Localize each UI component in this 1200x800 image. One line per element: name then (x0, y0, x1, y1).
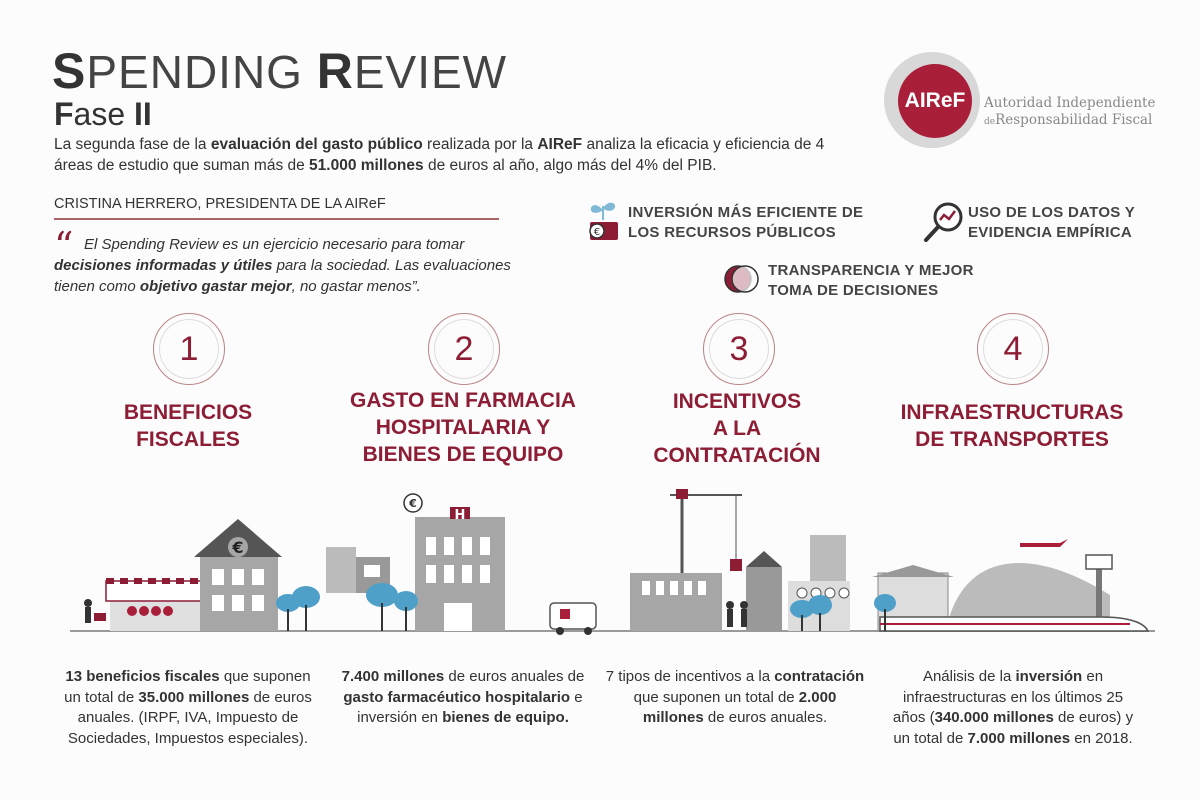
area-2-number: 2 (428, 313, 500, 385)
area-2-title: GASTO EN FARMACIA HOSPITALARIA Y BIENES DE EQUIPO (350, 389, 576, 466)
airplane-icon (1020, 539, 1068, 547)
subtitle-part: ase (73, 96, 135, 132)
area-1-title: BENEFICIOS FISCALES (123, 401, 253, 451)
quote-author: CRISTINA HERRERO, PRESIDENTA DE LA AIReF (54, 196, 499, 220)
high-speed-train-illustration (880, 617, 1148, 631)
market-stall-illustration (106, 581, 206, 631)
subtitle-initial: F (54, 96, 74, 132)
svg-text:H: H (454, 508, 466, 523)
subtitle-number: II (134, 96, 152, 132)
area-4-title: INFRAESTRUCTURAS DE TRANSPORTES (900, 401, 1124, 451)
trees-illustration (276, 586, 320, 631)
crane-illustration (670, 489, 742, 573)
intro-paragraph: La segunda fase de la evaluación del gasto público realizada por la AIReF analiza la eficacia y eficiencia de 4 áreas de estudio que suman más de 51.000 millones de euros al año, algo más del 4% del PIB. (54, 136, 825, 174)
logo-text-line: Autoridad Independiente (984, 95, 1156, 111)
airef-logo (884, 52, 980, 148)
area-1-description: 13 beneficios fiscales que suponen un total de 35.000 millones de euros anuales. (IRPF, IVA, Impuesto de Sociedades, Impuestos especiales). (64, 668, 312, 747)
handshake-people-icon (726, 601, 748, 627)
logo-text-line: deResponsabilidad Fiscal (984, 112, 1153, 128)
area-3-number: 3 (703, 313, 775, 385)
magnifier-icon (922, 200, 966, 246)
area-4-number: 4 (977, 313, 1049, 385)
trees-illustration (366, 583, 418, 631)
logo-mark: AIReF (898, 64, 972, 138)
quote-block (54, 224, 524, 297)
area-3-title: INCENTIVOS A LA CONTRATACIÓN (653, 390, 821, 467)
plant-money-icon (584, 196, 622, 244)
svg-text:€: € (593, 227, 601, 238)
area-4-description: Análisis de la inversión en infraestructuras en los últimos 25 años (340.000 millones de euros) y un total de 7.000 millones en 2018. (892, 668, 1134, 747)
quote-mark-icon: “ (54, 224, 74, 268)
person-with-cart-icon (84, 599, 106, 623)
illustration-strip (70, 485, 1160, 645)
area-3-description: 7 tipos de incentivos a la contratación que suponen un total de 2.000 millones de euros anuales. (605, 668, 865, 726)
logo-text (984, 95, 1155, 131)
area-2-description: 7.400 millones de euros anuales de gasto farmacéutico hospitalario e inversión en bienes de equipo. (341, 668, 585, 726)
page-subtitle (54, 96, 152, 132)
svg-text:€: € (232, 538, 244, 557)
tax-office-illustration (194, 519, 282, 631)
principle-data: USO DE LOS DATOS Y EVIDENCIA EMPÍRICA (968, 204, 1136, 241)
quote-text: El Spending Review es un ejercicio necesario para tomar decisiones informadas y útiles para la sociedad. Las evaluaciones tienen como objetivo gastar mejor, no gastar menos”. (54, 236, 511, 295)
contract-factory-illustration (630, 535, 850, 631)
principle-transparency: TRANSPARENCIA Y MEJOR TOMA DE DECISIONES (768, 262, 974, 299)
title-part: PENDING (86, 46, 317, 98)
area-1-number: 1 (153, 313, 225, 385)
title-part: EVIEW (353, 46, 508, 98)
principle-efficiency: INVERSIÓN MÁS EFICIENTE DE LOS RECURSOS PÚBLICOS (628, 204, 864, 241)
title-initial-r: R (316, 43, 354, 99)
title-initial-s: S (52, 43, 87, 99)
hospital-illustration (404, 494, 505, 631)
svg-text:€: € (409, 497, 417, 510)
page-title (52, 43, 508, 99)
transparency-icon (722, 262, 762, 296)
